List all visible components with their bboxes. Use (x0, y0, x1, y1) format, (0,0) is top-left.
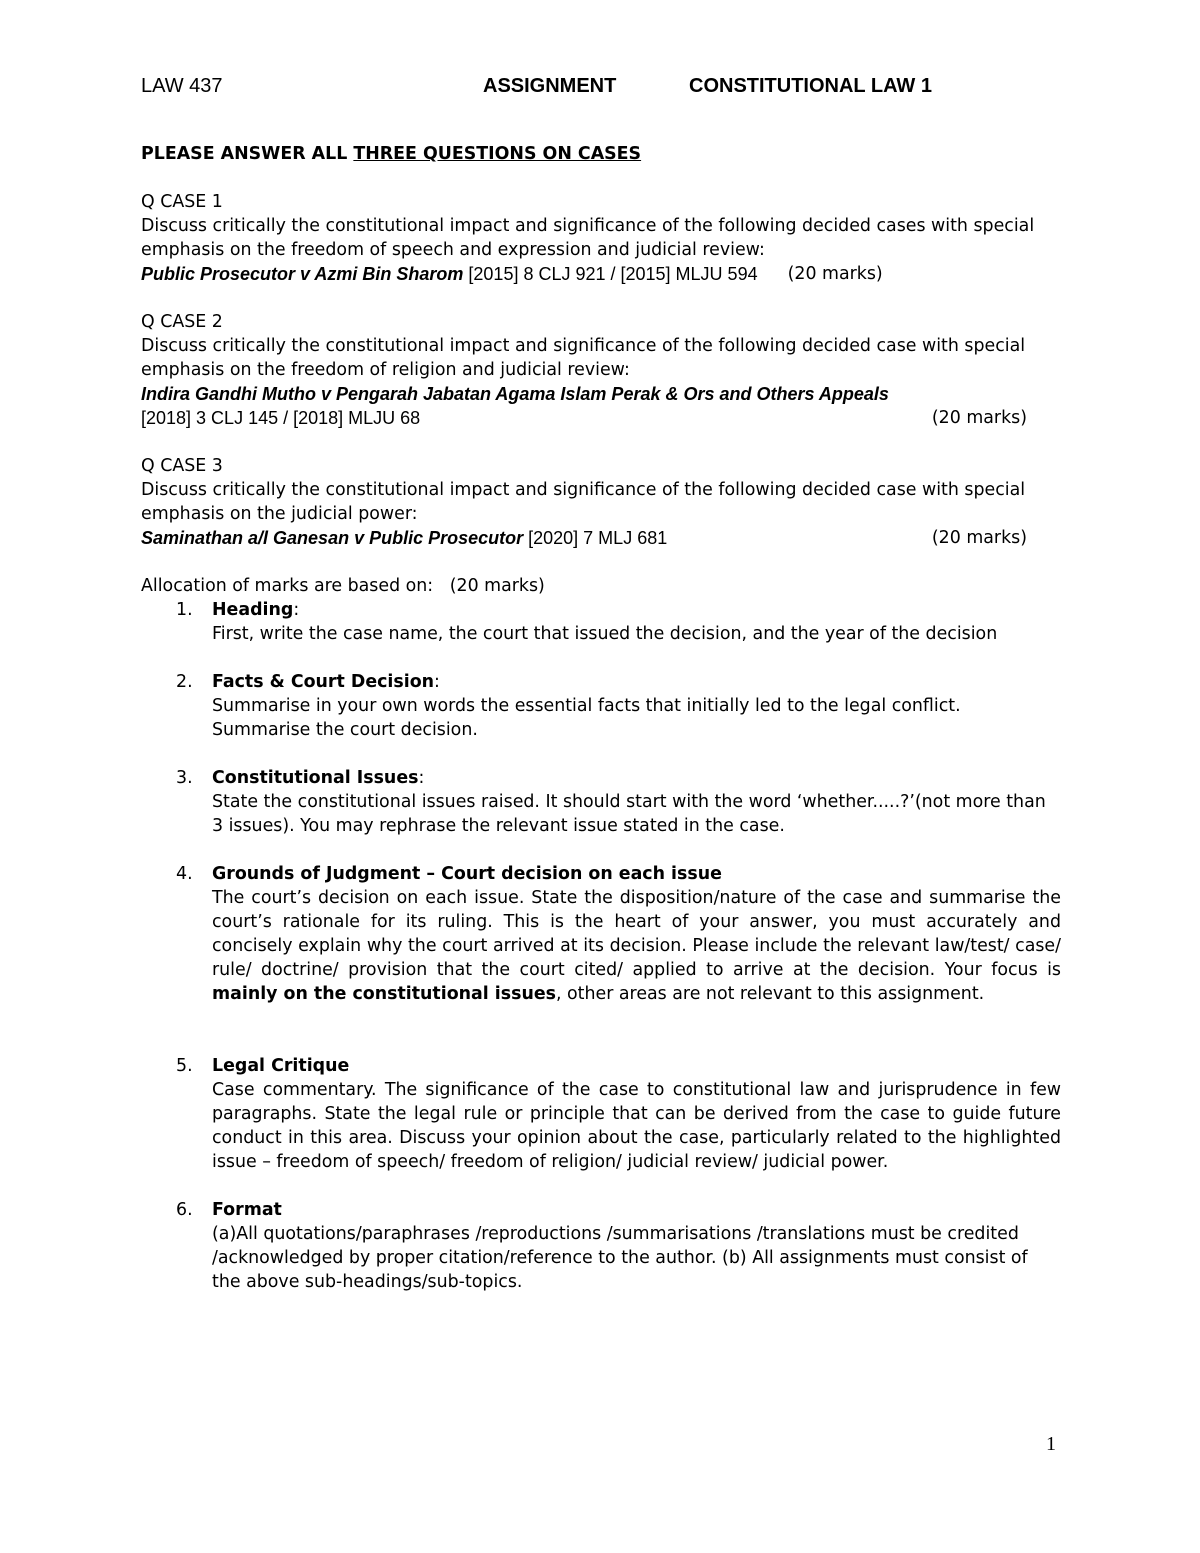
criterion-item (141, 670, 1061, 742)
criterion-suffix: : (293, 600, 300, 620)
case-name: Public Prosecutor v Azmi Bin Sharom (141, 264, 464, 284)
criterion-text: (a)All quotations/paraphrases /reproductions /summarisations /translations must be credited /acknowledged by proper citation/reference to the author. (b) All assignments must consist of the above sub-headings/sub-topics. (212, 1224, 1028, 1292)
criterion-number: 4. (176, 864, 193, 884)
instruction-underlined: THREE QUESTIONS ON CASES (353, 144, 642, 164)
criterion-title: Format (212, 1200, 282, 1220)
case-reference (141, 406, 1061, 430)
question-text: Discuss critically the constitutional impact and significance of the following decided cases with special emphasis on the freedom of speech and expression and judicial review: (141, 216, 1035, 260)
criterion-text: State the constitutional issues raised. It should start with the word ‘whether.....?’(not more than 3 issues). You may rephrase the relevant issue stated in the case. (212, 792, 1046, 836)
criterion-title: Legal Critique (212, 1056, 350, 1076)
criterion-text: Summarise in your own words the essential facts that initially led to the legal conflict. Summarise the court decision. (212, 696, 961, 740)
criterion-title: Heading (212, 600, 294, 620)
page-header (141, 74, 1061, 104)
marks-label: (20 marks) (931, 408, 1027, 428)
criterion-text: First, write the case name, the court that issued the decision, and the year of the decision (212, 624, 998, 644)
question-2 (141, 310, 1061, 430)
subject-title: CONSTITUTIONAL LAW 1 (689, 75, 932, 97)
criterion-number: 5. (176, 1056, 193, 1076)
criterion-item (141, 598, 1061, 646)
criterion-text-main: The court’s decision on each issue. State the disposition/nature of the case and summarise the court’s rationale for its ruling. This is the heart of your answer, you must accurately and concisely explain why the court arrived at its decision. Please include the relevant law/test/ case/ rule/ doctrine/ provision that the court cited/ applied to arrive at the decision. Your focus is (212, 888, 1061, 980)
criterion-text-after: , other areas are not relevant to this assignment. (555, 984, 985, 1004)
instruction-line (141, 142, 1061, 166)
case-name-line (141, 382, 1061, 406)
allocation-intro: Allocation of marks are based on: (20 marks) (141, 576, 545, 596)
criterion-text (212, 886, 1061, 1006)
criterion-item (141, 1198, 1061, 1294)
marks-allocation (141, 574, 1061, 1294)
question-text: Discuss critically the constitutional impact and significance of the following decided case with special emphasis on the judicial power: (141, 480, 1026, 524)
criterion-number: 1. (176, 600, 193, 620)
criterion-suffix: : (434, 672, 440, 692)
criterion-number: 6. (176, 1200, 193, 1220)
course-code: LAW 437 (141, 75, 223, 97)
document-body (141, 142, 1061, 1294)
criterion-text: Case commentary. The significance of the case to constitutional law and jurisprudence in few paragraphs. State the legal rule or principle that can be derived from the case to guide future conduct in this area. Discuss your opinion about the case, particularly related to the highlighted issue – freedom of speech/ freedom of religion/ judicial review/ judicial power. (212, 1080, 1061, 1172)
case-reference (141, 262, 1061, 286)
question-title: Q CASE 2 (141, 312, 223, 332)
criterion-number: 3. (176, 768, 193, 788)
criteria-list (141, 598, 1061, 1294)
criterion-title: Grounds of Judgment – Court decision on each issue (212, 864, 722, 884)
assignment-title: ASSIGNMENT (483, 75, 617, 97)
case-name: Indira Gandhi Mutho v Pengarah Jabatan Agama Islam Perak & Ors and Others Appeals (141, 384, 889, 404)
question-text: Discuss critically the constitutional impact and significance of the following decided case with special emphasis on the freedom of religion and judicial review: (141, 336, 1026, 380)
marks-label: (20 marks) (787, 264, 883, 284)
case-citation: [2018] 3 CLJ 145 / [2018] MLJU 68 (141, 408, 421, 428)
instruction-prefix: PLEASE ANSWER ALL (141, 144, 354, 164)
criterion-suffix: : (418, 768, 425, 788)
case-name: Saminathan a/l Ganesan v Public Prosecutor (141, 528, 524, 548)
criterion-title: Constitutional Issues (212, 768, 419, 788)
criterion-item (141, 766, 1061, 838)
question-title: Q CASE 3 (141, 456, 223, 476)
case-citation: [2015] 8 CLJ 921 / [2015] MLJU 594 (463, 264, 758, 284)
case-reference (141, 526, 1061, 550)
question-3 (141, 454, 1061, 550)
question-1 (141, 190, 1061, 286)
question-title: Q CASE 1 (141, 192, 223, 212)
criterion-number: 2. (176, 672, 193, 692)
criterion-item (141, 862, 1061, 1006)
criterion-emphasis: mainly on the constitutional issues (212, 984, 556, 1004)
page-number: 1 (1046, 1433, 1056, 1455)
criterion-item (141, 1054, 1061, 1174)
case-citation: [2020] 7 MLJ 681 (523, 528, 668, 548)
marks-label: (20 marks) (931, 528, 1027, 548)
criterion-title: Facts & Court Decision (212, 672, 435, 692)
